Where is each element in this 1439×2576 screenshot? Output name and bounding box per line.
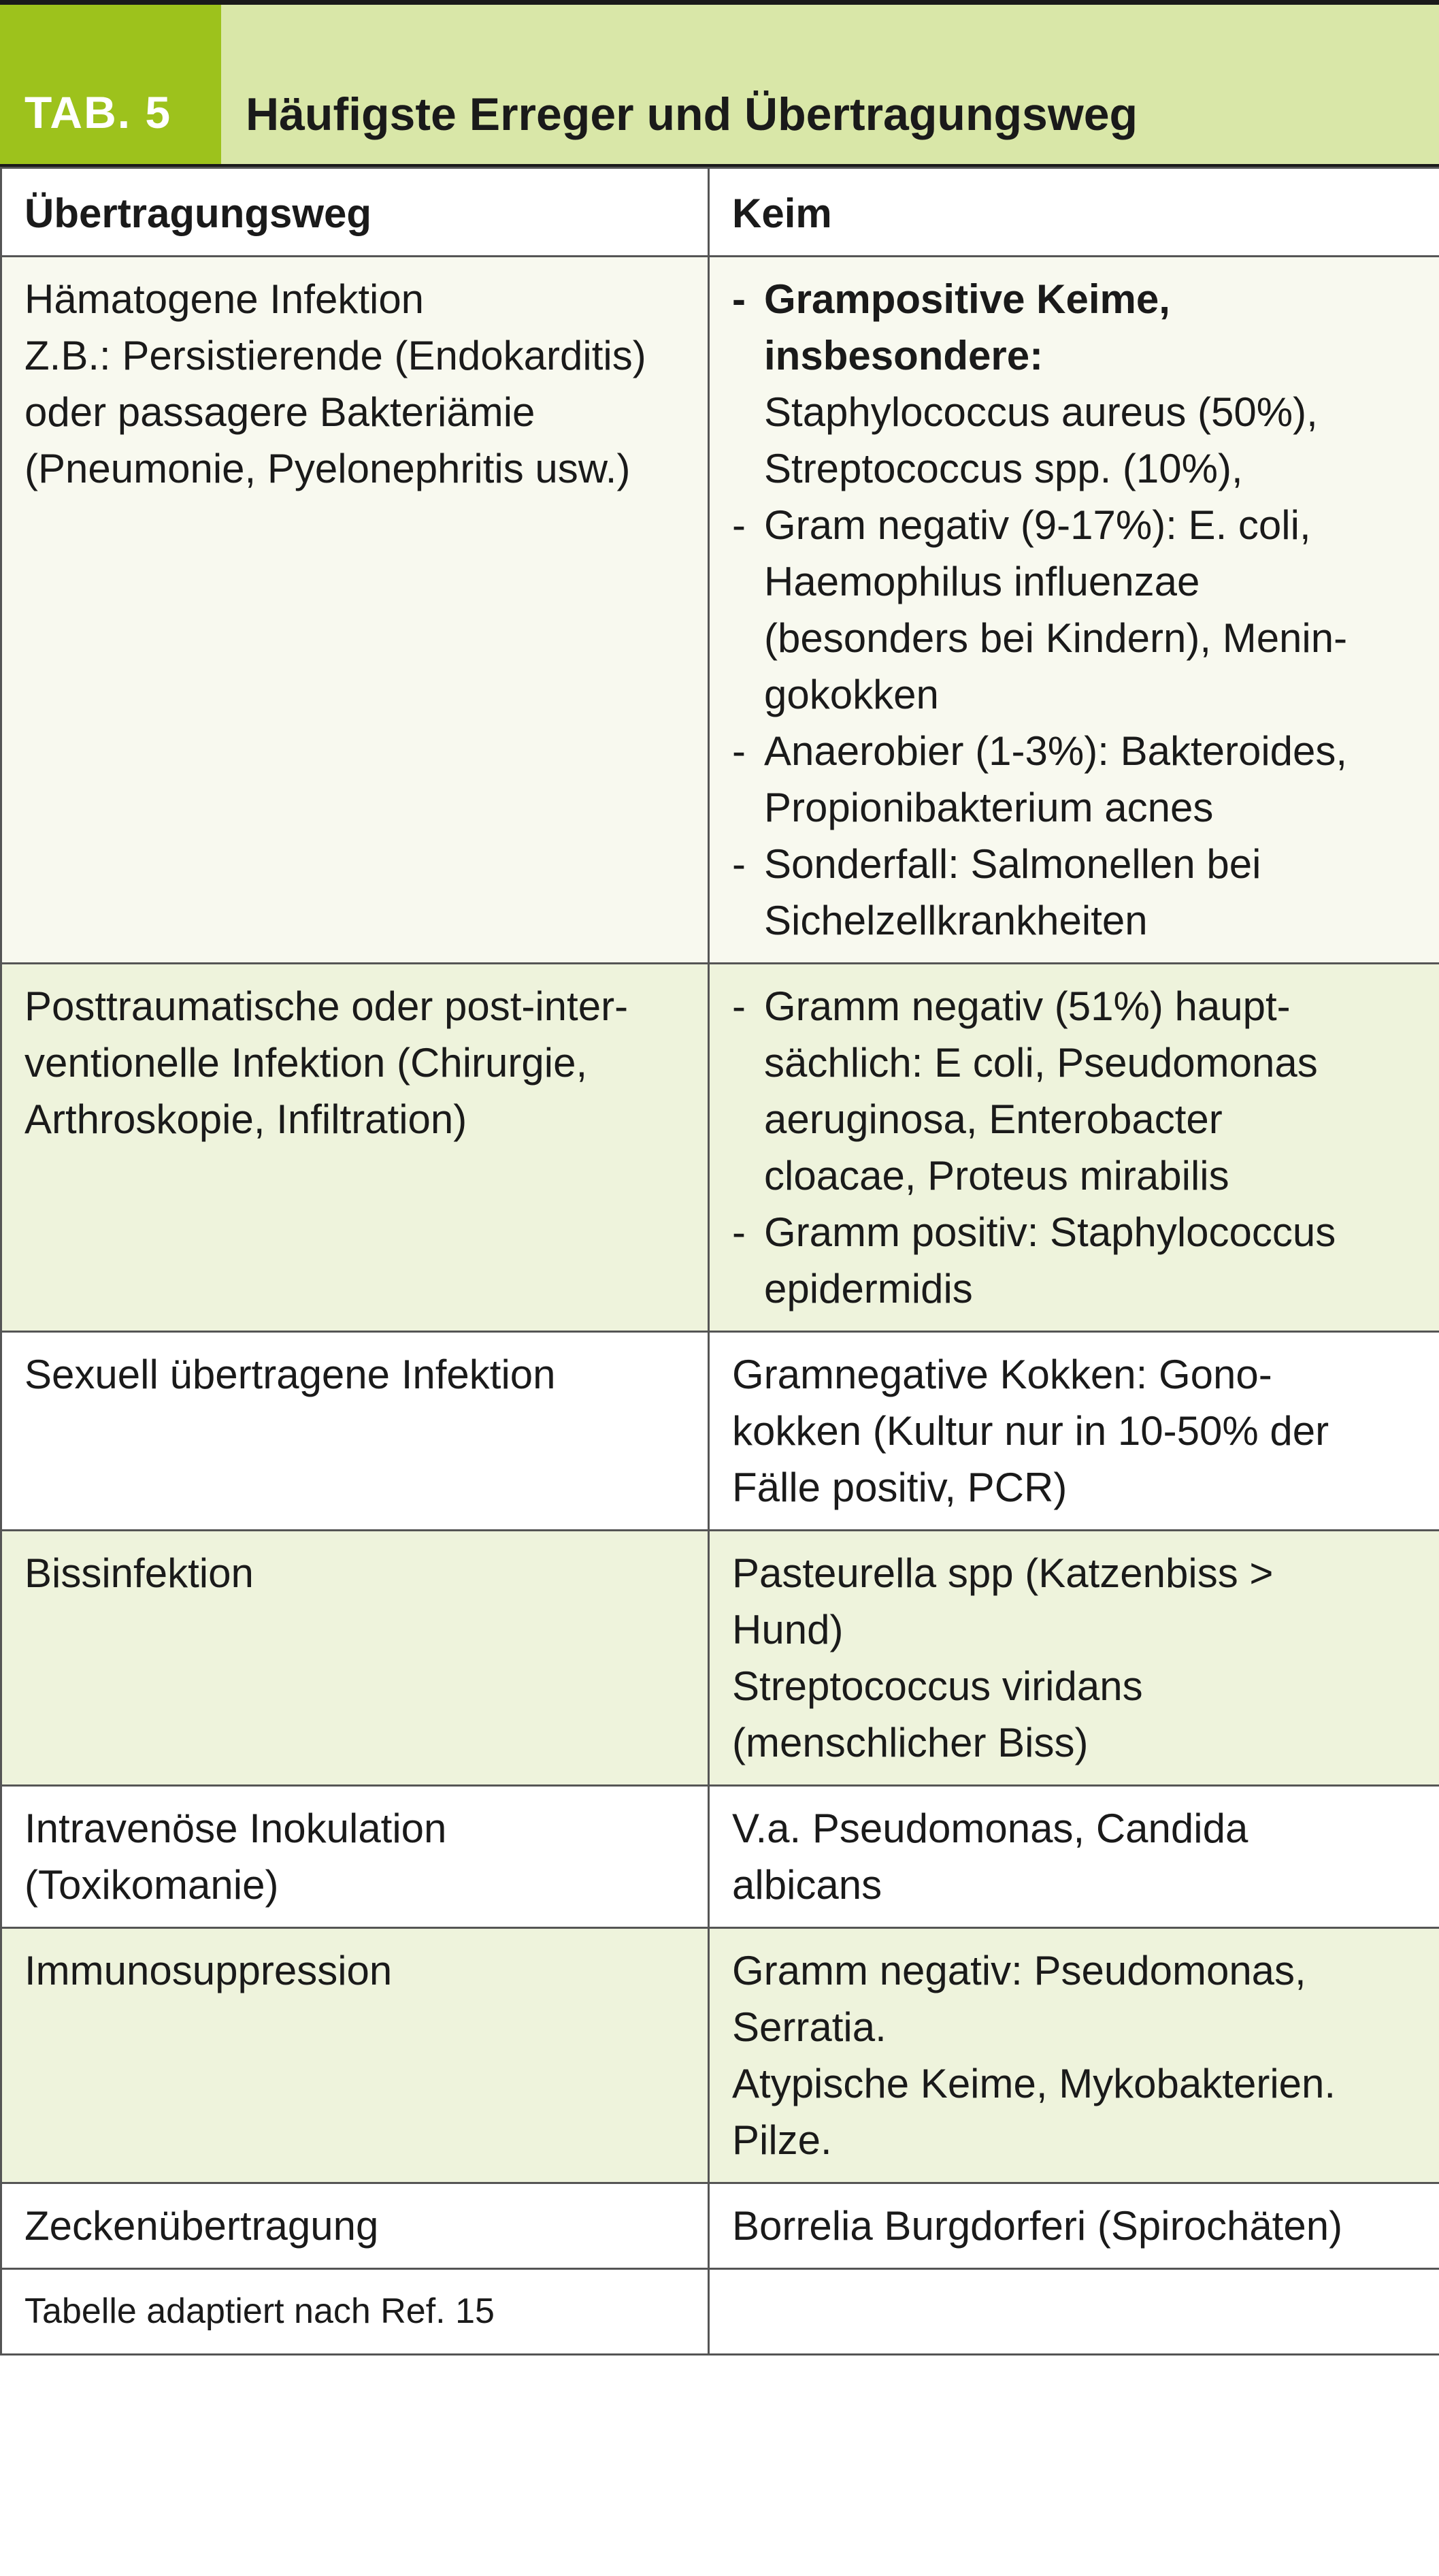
germ-line: (besonders bei Kindern), Menin- <box>764 615 1348 661</box>
germ-line: Serratia. <box>732 2004 887 2050</box>
route-cell <box>1 1531 709 1786</box>
table-title-bar <box>0 0 1439 167</box>
germ-line: Atypische Keime, Mykobakterien. <box>732 2061 1336 2106</box>
route-cell <box>1 1928 709 2183</box>
route-cell <box>1 964 709 1332</box>
route-line: Intravenöse Inokulation <box>24 1806 447 1851</box>
route-line: (Toxikomanie) <box>24 1862 279 1908</box>
germ-line: gokokken <box>764 672 939 717</box>
table-row <box>1 2183 1439 2269</box>
route-line: (Pneumonie, Pyelonephritis usw.) <box>24 446 631 491</box>
route-line: Immunosuppression <box>24 1948 393 1993</box>
table-source-note: Tabelle adaptiert nach Ref. 15 <box>1 2269 709 2355</box>
empty-cell <box>709 2269 1439 2355</box>
table-title: Häufigste Erreger und Übertragungsweg <box>246 88 1138 140</box>
germ-cell <box>709 1786 1439 1928</box>
table-row <box>1 1786 1439 1928</box>
germ-cell <box>709 1928 1439 2183</box>
germ-line: Gramnegative Kokken: Gono- <box>732 1352 1272 1397</box>
list-dash: - <box>732 276 746 322</box>
route-line: Arthroskopie, Infiltration) <box>24 1096 467 1142</box>
germ-line: albicans <box>732 1862 882 1908</box>
route-line: ventionelle Infektion (Chirurgie, <box>24 1040 588 1086</box>
list-item <box>732 1204 1419 1317</box>
route-line: Z.B.: Persistierende (Endokarditis) <box>24 333 646 378</box>
germ-line: epidermidis <box>764 1266 973 1311</box>
route-cell <box>1 1332 709 1531</box>
route-line: oder passagere Bakteriämie <box>24 389 535 435</box>
list-item <box>732 836 1419 949</box>
list-dash: - <box>732 983 746 1029</box>
germ-line: Pilze. <box>732 2117 832 2163</box>
germ-line: Propionibakterium acnes <box>764 785 1214 830</box>
list-item <box>732 271 1419 497</box>
germ-cell <box>709 1332 1439 1531</box>
list-dash: - <box>732 1209 746 1255</box>
germ-line: Streptococcus spp. (10%), <box>764 446 1243 491</box>
route-line: Bissinfektion <box>24 1550 254 1596</box>
table-footer-row <box>1 2269 1439 2355</box>
germ-line: kokken (Kultur nur in 10-50% der <box>732 1408 1329 1454</box>
germ-list <box>732 271 1419 949</box>
list-item <box>732 723 1419 836</box>
header-route: Übertragungsweg <box>1 168 709 257</box>
list-item <box>732 978 1419 1204</box>
germ-cell <box>709 964 1439 1332</box>
germ-line: Fälle positiv, PCR) <box>732 1465 1068 1510</box>
list-item <box>732 497 1419 723</box>
table-row <box>1 257 1439 964</box>
germ-line: cloacae, Proteus mirabilis <box>764 1153 1229 1199</box>
route-line: Sexuell übertragene Infektion <box>24 1352 556 1397</box>
germ-line: Gramm negativ: Pseudomonas, <box>732 1948 1306 1993</box>
germ-line: Sichelzellkrankheiten <box>764 898 1148 943</box>
germ-cell <box>709 257 1439 964</box>
table-number-badge: TAB. 5 <box>0 5 221 164</box>
header-germ: Keim <box>709 168 1439 257</box>
germ-line: sächlich: E coli, Pseudomonas <box>764 1040 1318 1086</box>
germ-cell <box>709 1531 1439 1786</box>
germ-cell <box>709 2183 1439 2269</box>
germ-line: Haemophilus influenzae <box>764 559 1200 604</box>
table-row <box>1 964 1439 1332</box>
germ-line: Borrelia Burgdorferi (Spirochäten) <box>732 2203 1343 2249</box>
route-cell <box>1 2183 709 2269</box>
list-dash: - <box>732 728 746 774</box>
germ-line: Staphylococcus aureus (50%), <box>764 389 1318 435</box>
route-line: Hämatogene Infektion <box>24 276 425 322</box>
table-row <box>1 1332 1439 1531</box>
table-row <box>1 1928 1439 2183</box>
germ-line: Gram negativ (9-17%): E. coli, <box>764 502 1311 548</box>
route-line: Zeckenübertragung <box>24 2203 379 2249</box>
germ-line: aeruginosa, Enterobacter <box>764 1096 1223 1142</box>
table-row <box>1 1531 1439 1786</box>
germ-line: Hund) <box>732 1607 844 1652</box>
germ-line: Pasteurella spp (Katzenbiss > <box>732 1550 1274 1596</box>
germ-line: V.a. Pseudomonas, Candida <box>732 1806 1248 1851</box>
germ-list <box>732 978 1419 1317</box>
germ-line: (menschlicher Biss) <box>732 1720 1089 1765</box>
route-line: Posttraumatische oder post-inter- <box>24 983 629 1029</box>
list-dash: - <box>732 502 746 548</box>
header-row <box>1 168 1439 257</box>
germ-line: Anaerobier (1-3%): Bakteroides, <box>764 728 1348 774</box>
germ-line: Streptococcus viridans <box>732 1663 1143 1709</box>
germ-line: Gramm positiv: Staphylococcus <box>764 1209 1336 1255</box>
list-dash: - <box>732 841 746 887</box>
germ-line: Sonderfall: Salmonellen bei <box>764 841 1261 887</box>
germ-line: Gramm negativ (51%) haupt- <box>764 983 1291 1029</box>
route-cell <box>1 257 709 964</box>
pathogen-table <box>0 167 1439 2355</box>
route-cell <box>1 1786 709 1928</box>
germ-line: Grampositive Keime, insbesondere: <box>764 276 1170 378</box>
